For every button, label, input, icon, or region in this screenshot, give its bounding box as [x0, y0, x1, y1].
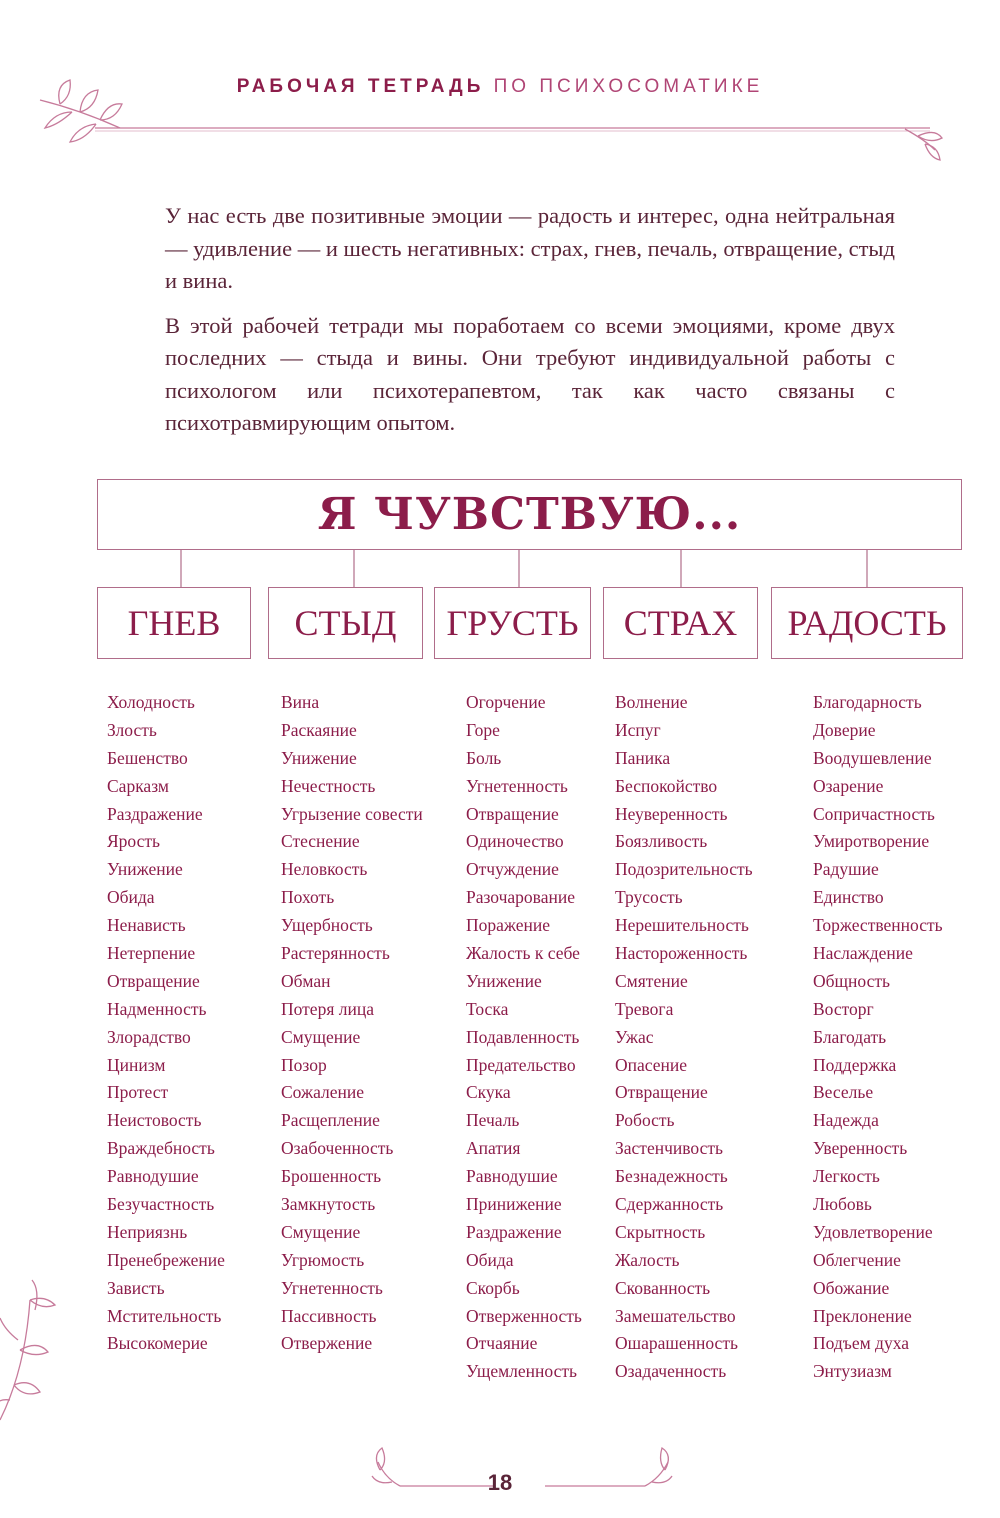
intro-text	[165, 200, 895, 452]
word-list-item: Сарказм	[107, 775, 169, 796]
diagram-title-box	[97, 479, 962, 550]
word-list-item: Раздражение	[466, 1221, 562, 1242]
word-list-item: Опасение	[615, 1054, 688, 1075]
word-list-item: Озабоченность	[281, 1138, 394, 1159]
category-label: ГНЕВ	[127, 603, 221, 643]
word-list-item: Неловкость	[281, 859, 368, 880]
word-list-item: Высокомерие	[107, 1333, 208, 1354]
word-list-item: Испуг	[615, 719, 661, 740]
category-label: СТЫД	[294, 603, 397, 643]
word-list-item: Раздражение	[107, 803, 203, 824]
word-list-item: Унижение	[107, 859, 183, 880]
word-list-item: Пассивность	[281, 1305, 377, 1326]
header-title-light: ПО ПСИХОСОМАТИКЕ	[493, 76, 764, 97]
word-list-item: Паника	[615, 747, 671, 768]
word-list-item: Холодность	[107, 692, 195, 712]
word-list-item: Разочарование	[466, 887, 575, 908]
word-list-item: Подозрительность	[615, 859, 753, 880]
word-list-item: Ошарашенность	[615, 1333, 738, 1354]
word-list-anger	[107, 689, 225, 1358]
category-box-joy	[771, 587, 963, 659]
word-list-item: Сопричастность	[813, 803, 935, 824]
word-list-item: Тоска	[466, 998, 509, 1019]
word-list-item: Нетерпение	[107, 943, 196, 964]
word-list-item: Равнодушие	[466, 1166, 558, 1187]
word-list-item: Пренебрежение	[107, 1249, 225, 1270]
word-list-item: Смущение	[281, 1221, 361, 1242]
word-list-item: Торжественность	[813, 915, 943, 936]
word-list-item: Угрызение совести	[281, 803, 423, 824]
word-list-item: Угнетенность	[466, 775, 568, 796]
word-list-item: Принижение	[466, 1194, 562, 1215]
word-list-item: Мстительность	[107, 1305, 222, 1326]
word-list-item: Воодушевление	[813, 747, 932, 768]
word-list-item: Неистовость	[107, 1110, 202, 1131]
word-list-item: Враждебность	[107, 1138, 215, 1159]
word-list-item: Облегчение	[813, 1249, 901, 1270]
word-list-joy	[813, 689, 943, 1386]
word-list-item: Надежда	[813, 1110, 879, 1131]
word-list-item: Нечестность	[281, 775, 376, 796]
word-list-item: Угнетенность	[281, 1277, 383, 1298]
word-list-item: Унижение	[281, 747, 357, 768]
word-list-item: Апатия	[466, 1138, 521, 1159]
word-list-item: Робость	[615, 1110, 675, 1131]
word-list-item: Ущербность	[281, 915, 373, 936]
intro-paragraph-1: У нас есть две позитивные эмоции — радость и интерес, одна нейтральная — удивление — и шесть негативных: страх, гнев, печаль, отвращение, стыд и вина.	[165, 203, 895, 293]
word-list-item: Скука	[466, 1082, 511, 1103]
word-list-item: Отвращение	[615, 1082, 708, 1103]
word-list-shame	[281, 689, 423, 1358]
word-list-item: Предательство	[466, 1054, 576, 1075]
word-list-item: Бешенство	[107, 747, 188, 768]
word-list-item: Смятение	[615, 970, 688, 991]
word-list-item: Нерешительность	[615, 915, 749, 936]
word-list-item: Отчуждение	[466, 859, 559, 880]
word-list-item: Похоть	[281, 887, 335, 908]
word-list-item: Восторг	[813, 998, 874, 1019]
word-list-item: Растерянность	[281, 943, 390, 964]
word-list-item: Замкнутость	[281, 1194, 376, 1215]
word-list-item: Трусость	[615, 887, 683, 908]
word-list-item: Отвращение	[107, 970, 200, 991]
word-list-item: Волнение	[615, 692, 688, 712]
word-list-item: Жалость к себе	[466, 943, 580, 964]
category-label: ГРУСТЬ	[446, 603, 579, 643]
word-list-item: Единство	[813, 887, 884, 908]
word-list-item: Обида	[107, 887, 155, 908]
word-list-item: Скованность	[615, 1277, 711, 1298]
leaf-branch-bottom-left-icon	[0, 1280, 55, 1420]
word-list-item: Ужас	[615, 1026, 654, 1047]
word-list-item: Злорадство	[107, 1026, 191, 1047]
running-header	[0, 76, 1000, 98]
word-list-item: Настороженность	[615, 943, 748, 964]
word-list-item: Безнадежность	[615, 1166, 728, 1187]
word-list-item: Угрюмость	[281, 1249, 365, 1270]
word-list-item: Отвращение	[466, 803, 559, 824]
word-list-item: Преклонение	[813, 1305, 912, 1326]
word-list-item: Раскаяние	[281, 719, 357, 740]
word-list-item: Печаль	[466, 1110, 520, 1131]
word-list-item: Скорбь	[466, 1277, 520, 1298]
category-label: СТРАХ	[623, 603, 738, 643]
word-list-item: Доверие	[813, 719, 876, 740]
word-list-item: Озарение	[813, 775, 884, 796]
word-list-item: Боль	[466, 747, 502, 768]
word-list-fear	[615, 689, 753, 1386]
word-list-item: Энтузиазм	[813, 1361, 892, 1382]
word-list-item: Подавленность	[466, 1026, 580, 1047]
word-list-sadness	[466, 689, 582, 1386]
word-list-item: Огорчение	[466, 692, 546, 712]
word-list-item: Смущение	[281, 1026, 361, 1047]
word-list-item: Наслаждение	[813, 943, 913, 964]
word-list-item: Обожание	[813, 1277, 890, 1298]
word-list-item: Благодарность	[813, 692, 922, 712]
category-box-shame	[268, 587, 423, 659]
word-list-item: Отчаяние	[466, 1333, 538, 1354]
word-list-item: Благодать	[813, 1026, 887, 1047]
word-list-item: Отверженность	[466, 1305, 582, 1326]
category-box-fear	[603, 587, 758, 659]
word-list-item: Тревога	[615, 998, 674, 1019]
word-list-item: Ярость	[107, 831, 161, 852]
word-list-item: Подъем духа	[813, 1333, 909, 1354]
word-list-item: Расщепление	[281, 1110, 380, 1131]
word-list-item: Поражение	[466, 915, 551, 936]
word-list-item: Боязливость	[615, 831, 708, 852]
word-list-item: Безучастность	[107, 1194, 215, 1215]
word-list-item: Злость	[107, 719, 157, 740]
word-list-item: Одиночество	[466, 831, 564, 852]
word-list-item: Обман	[281, 970, 331, 991]
word-list-item: Поддержка	[813, 1054, 897, 1075]
header-title-bold: РАБОЧАЯ ТЕТРАДЬ	[236, 76, 485, 97]
word-list-item: Уверенность	[813, 1138, 908, 1159]
word-list-item: Удовлетворение	[813, 1221, 933, 1242]
word-list-item: Неприязнь	[107, 1221, 188, 1242]
category-box-anger	[97, 587, 251, 659]
word-list-item: Скрытность	[615, 1221, 706, 1242]
page-number: 18	[487, 1470, 513, 1495]
word-list-item: Вина	[281, 692, 320, 712]
diagram-connectors	[181, 550, 867, 587]
word-list-item: Протест	[107, 1082, 169, 1103]
word-list-item: Брошенность	[281, 1166, 382, 1187]
word-list-item: Равнодушие	[107, 1166, 199, 1187]
word-list-item: Обида	[466, 1249, 514, 1270]
word-list-item: Беспокойство	[615, 775, 718, 796]
category-box-sadness	[434, 587, 591, 659]
intro-paragraph-2: В этой рабочей тетради мы поработаем со всеми эмоциями, кроме двух последних — стыда и вины. Они требуют индивидуальной работы с психологом или психотерапевтом, так как часто связаны с психотравмирующим опытом.	[165, 312, 895, 435]
word-list-item: Сожаление	[281, 1082, 364, 1103]
word-list-item: Неуверенность	[615, 803, 728, 824]
word-list-item: Позор	[281, 1054, 327, 1075]
word-list-item: Любовь	[813, 1194, 872, 1215]
word-list-item: Веселье	[813, 1082, 874, 1103]
diagram-title: Я ЧУВСТВУЮ...	[317, 489, 742, 540]
word-list-item: Сдержанность	[615, 1194, 724, 1215]
word-list-item: Отвержение	[281, 1333, 373, 1354]
leaf-branch-right-icon	[905, 129, 942, 160]
word-list-item: Надменность	[107, 998, 207, 1019]
word-list-item: Унижение	[466, 970, 542, 991]
word-list-item: Легкость	[813, 1166, 880, 1187]
word-list-item: Ущемленность	[466, 1361, 577, 1382]
word-list-item: Замешательство	[615, 1305, 736, 1326]
word-list-item: Цинизм	[107, 1054, 166, 1075]
word-list-item: Ненависть	[107, 915, 186, 936]
category-label: РАДОСТЬ	[787, 603, 947, 643]
word-list-item: Застенчивость	[615, 1138, 723, 1159]
word-list-item: Общность	[813, 970, 890, 991]
word-list-item: Потеря лица	[281, 998, 374, 1019]
word-list-item: Стеснение	[281, 831, 360, 852]
word-list-item: Радушие	[813, 859, 879, 880]
word-list-item: Умиротворение	[813, 831, 930, 852]
word-list-item: Жалость	[615, 1249, 680, 1270]
word-list-item: Горе	[466, 719, 500, 740]
word-list-item: Зависть	[107, 1277, 165, 1298]
word-list-item: Озадаченность	[615, 1361, 727, 1382]
